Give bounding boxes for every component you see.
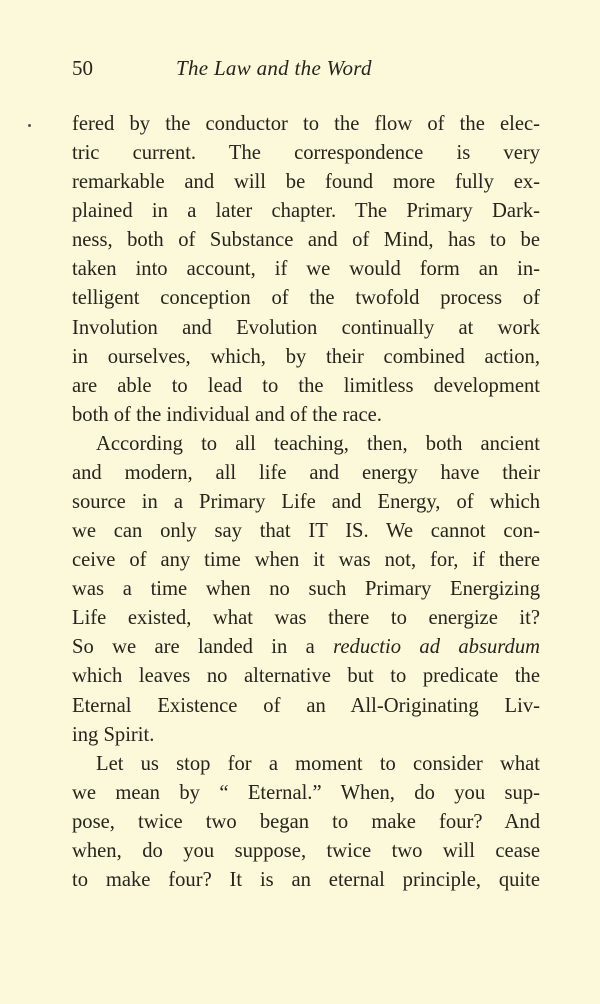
text-line-content: remarkable and will be found more fully ex-	[72, 171, 540, 194]
text-line-content: in ourselves, which, by their combined action,	[72, 345, 540, 368]
text-line	[72, 546, 540, 575]
page-number: 50	[72, 56, 93, 80]
text-line	[72, 662, 540, 691]
text-line-content: Involution and Evolution continually at work	[72, 316, 540, 339]
text-line	[72, 255, 540, 284]
page-header	[72, 56, 540, 86]
text-line-content: Eternal Existence of an All-Originating Liv-	[72, 694, 540, 717]
text-line	[72, 779, 540, 808]
text-line-content: Life existed, what was there to energize it?	[72, 607, 540, 630]
text-line-content: So we are landed in a	[72, 636, 334, 659]
text-line-content: to make four? It is an eternal principle, quite	[72, 869, 540, 892]
text-line-content: plained in a later chapter. The Primary Dark-	[72, 200, 540, 223]
text-line-content: which leaves no alternative but to predicate the	[72, 665, 540, 688]
text-line-content: we can only say that IT IS. We cannot con-	[72, 520, 540, 543]
text-line-content: tric current. The correspondence is very	[72, 142, 540, 165]
text-line	[72, 750, 540, 779]
text-line-content: taken into account, if we would form an in-	[72, 258, 540, 281]
text-line	[72, 837, 540, 866]
text-line-content: both of the individual and of the race.	[72, 403, 382, 426]
text-line	[72, 866, 540, 895]
running-title: The Law and the Word	[176, 56, 372, 80]
text-line	[72, 459, 540, 488]
text-line	[72, 604, 540, 633]
text-line-content: and modern, all life and energy have their	[72, 461, 540, 484]
text-line	[72, 692, 540, 721]
text-line	[72, 168, 540, 197]
text-line	[72, 517, 540, 546]
text-line	[72, 197, 540, 226]
text-line	[72, 721, 540, 750]
italic-phrase: reductio ad absurdum	[333, 636, 540, 659]
text-line	[72, 808, 540, 837]
text-line-content: we mean by “ Eternal.” When, do you sup-	[72, 781, 540, 804]
text-line-content: telligent conception of the twofold process of	[72, 287, 540, 310]
text-line-content: Let us stop for a moment to consider what	[96, 752, 540, 775]
text-line	[72, 372, 540, 401]
text-line-content: was a time when no such Primary Energizing	[72, 578, 540, 601]
text-line	[72, 343, 540, 372]
text-line-content: are able to lead to the limitless development	[72, 374, 540, 397]
text-line	[72, 314, 540, 343]
text-line-content: ing Spirit.	[72, 723, 155, 746]
text-line	[72, 284, 540, 313]
text-line	[72, 110, 540, 139]
text-line	[72, 226, 540, 255]
text-line	[72, 633, 540, 662]
text-line	[72, 488, 540, 517]
text-line	[72, 401, 540, 430]
text-line-content: source in a Primary Life and Energy, of which	[72, 491, 540, 514]
body-text	[72, 110, 540, 895]
text-line	[72, 430, 540, 459]
text-line	[72, 575, 540, 604]
text-line-content: ness, both of Substance and of Mind, has to be	[72, 229, 540, 252]
margin-speck	[28, 124, 31, 127]
text-line-content: ceive of any time when it was not, for, if there	[72, 549, 540, 572]
text-line-content: pose, twice two began to make four? And	[72, 810, 540, 833]
text-line	[72, 139, 540, 168]
text-line-content: fered by the conductor to the flow of the elec-	[72, 113, 540, 135]
text-line-content: According to all teaching, then, both ancient	[96, 432, 540, 455]
text-line-content: when, do you suppose, twice two will cease	[72, 839, 540, 862]
